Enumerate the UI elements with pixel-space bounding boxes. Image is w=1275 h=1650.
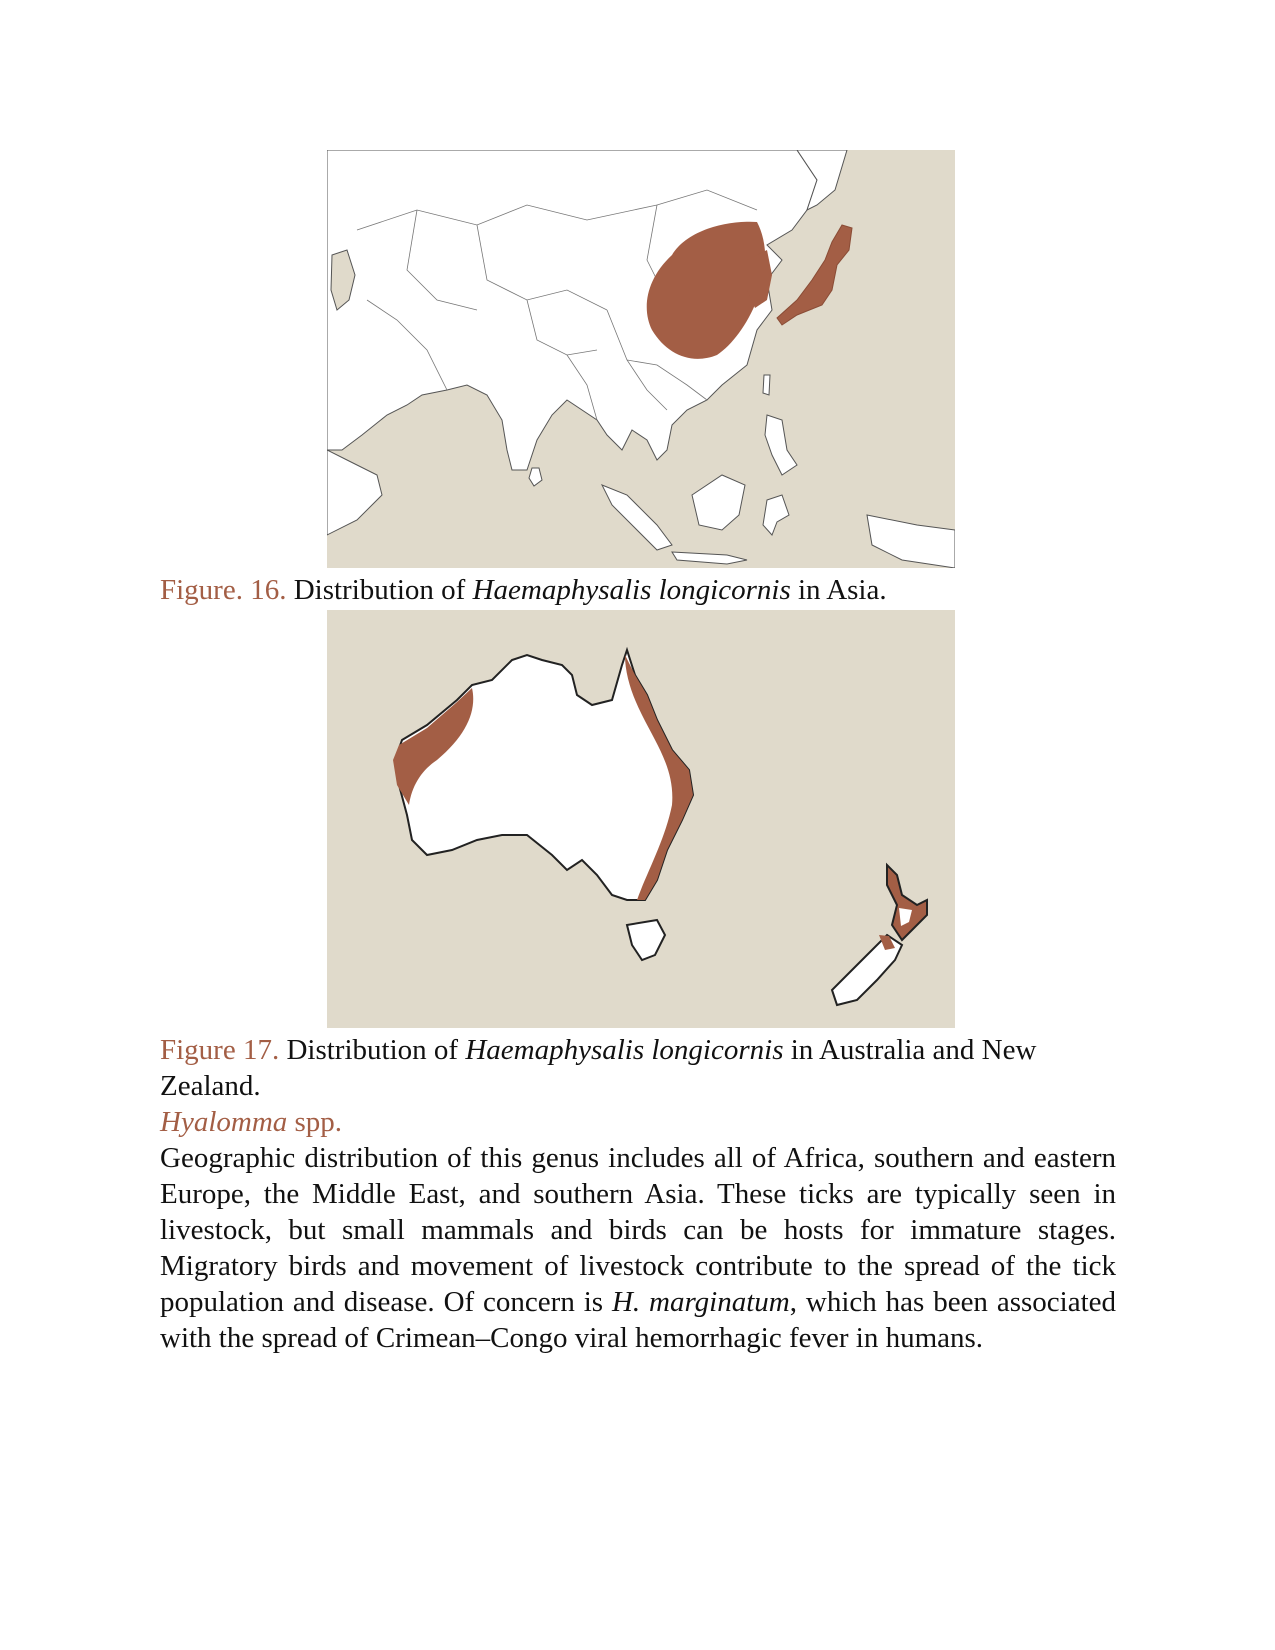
section-paragraph <box>160 1140 1116 1356</box>
section-genus: Hyalomma <box>160 1106 288 1138</box>
figure-16-species: Haemaphysalis longicornis <box>472 574 791 606</box>
figure-17-caption <box>160 1032 1120 1104</box>
asia-distribution-map <box>327 150 955 568</box>
section-heading <box>160 1104 342 1140</box>
figure-17-text-before: Distribution of <box>286 1034 459 1066</box>
figure-16-caption <box>160 572 1120 608</box>
asia-map-graphic <box>327 150 955 568</box>
figure-17-species: Haemaphysalis longicornis <box>465 1034 784 1066</box>
figure-17-label: Figure 17. <box>160 1034 280 1066</box>
taiwan <box>763 375 770 395</box>
paragraph-species: H. marginatum <box>611 1286 790 1318</box>
figure-16-label: Figure. 16. <box>160 574 287 606</box>
figure-16-text-after: in Asia. <box>798 574 887 606</box>
figure-17-text-after: in Australia and New Zealand. <box>160 1034 1037 1102</box>
figure-16-text-before: Distribution of <box>293 574 466 606</box>
paragraph-part-2: , which has been associated with the spread of Crimean–Congo viral hemorrhagic fever in humans. <box>160 1286 1116 1354</box>
australia-nz-distribution-map <box>327 610 955 1028</box>
australia-map-graphic <box>327 610 955 1028</box>
section-suffix: spp. <box>294 1106 343 1138</box>
paragraph-part-1: Geographic distribution of this genus includes all of Africa, southern and eastern Europe, the Middle East, and southern Asia. These ticks are typically seen in livestock, but small mammals and birds can be hosts for immature stages. Migratory birds and movement of livestock contribute to the spread of the tick population and disease. Of concern is <box>160 1142 1116 1318</box>
